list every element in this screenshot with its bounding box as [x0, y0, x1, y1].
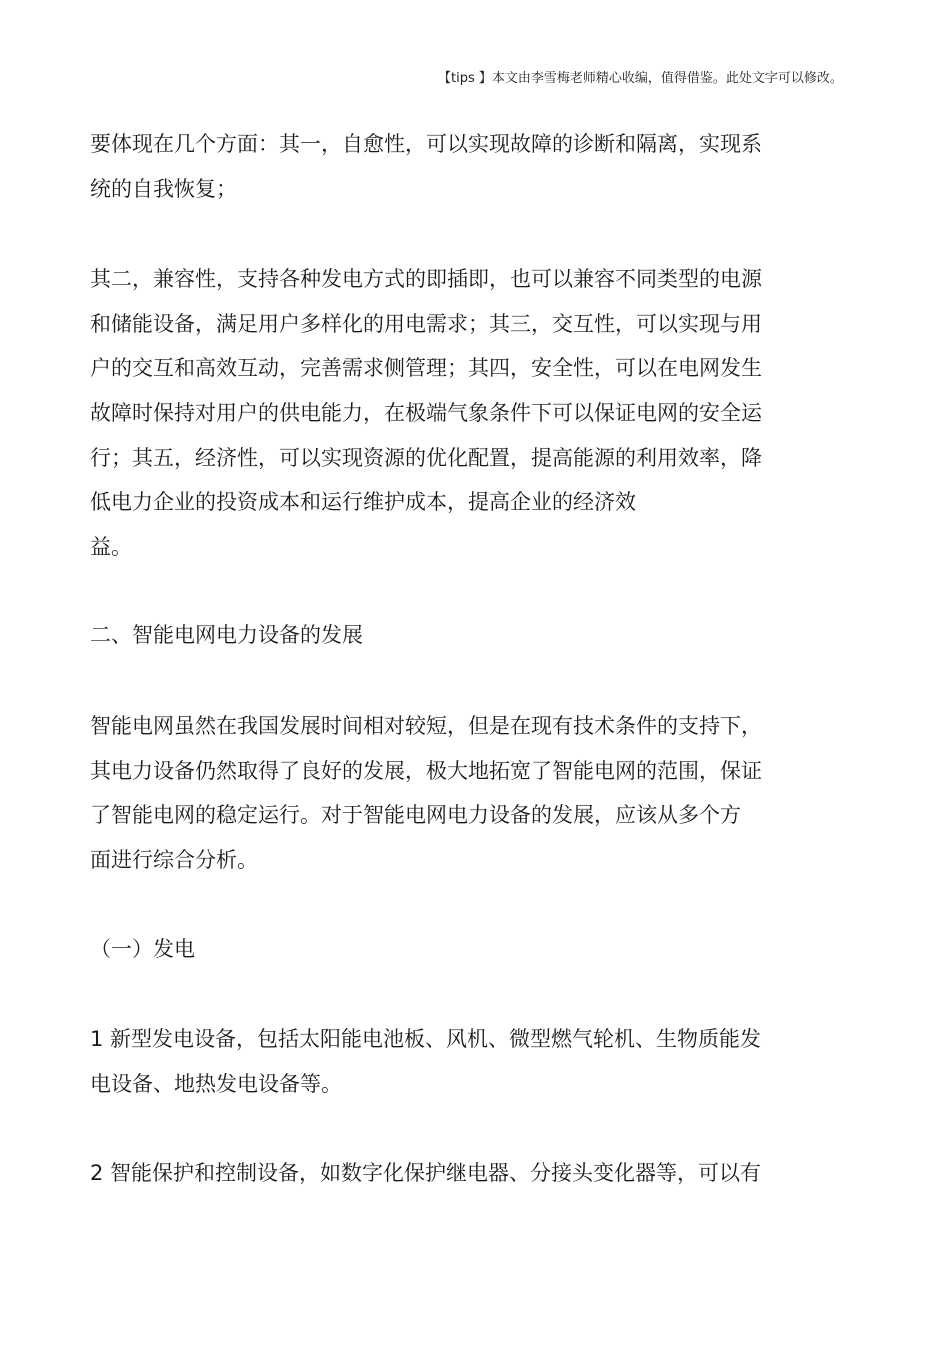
text-line: 面进行综合分析。: [90, 848, 258, 872]
text-line: 故障时保持对用户的供电能力，在极端气象条件下可以保证电网的安全运: [90, 401, 762, 425]
text-line: 和储能设备，满足用户多样化的用电需求；其三，交互性，可以实现与用: [90, 312, 762, 336]
text-line: 低电力企业的投资成本和运行维护成本，提高企业的经济效: [90, 490, 636, 514]
text-line: 电设备、地热发电设备等。: [90, 1072, 342, 1096]
text-line: 智能电网虽然在我国发展时间相对较短，但是在现有技术条件的支持下，: [90, 714, 762, 738]
text-line: 了智能电网的稳定运行。对于智能电网电力设备的发展，应该从多个方: [90, 803, 741, 827]
text-line: 其电力设备仍然取得了良好的发展，极大地拓宽了智能电网的范围，保证: [90, 759, 762, 783]
text-line: 1 新型发电设备，包括太阳能电池板、风机、微型燃气轮机、生物质能发: [90, 1027, 762, 1051]
text-line: 户的交互和高效互动，完善需求侧管理；其四，安全性，可以在电网发生: [90, 356, 762, 380]
subsection-heading: （一）发电: [90, 937, 195, 961]
text-line: 其二，兼容性，支持各种发电方式的即插即，也可以兼容不同类型的电源: [90, 267, 762, 291]
text-line: 要体现在几个方面：其一，自愈性，可以实现故障的诊断和隔离，实现系: [90, 132, 762, 156]
text-line: 2 智能保护和控制设备，如数字化保护继电器、分接头变化器等，可以有: [90, 1161, 762, 1185]
text-line: 益。: [90, 535, 132, 559]
text-line: 统的自我恢复；: [90, 177, 237, 201]
tips-header: 【tips 】本文由李雪梅老师精心收编，值得借鉴。此处文字可以修改。: [438, 71, 843, 86]
text-line: 行；其五，经济性，可以实现资源的优化配置，提高能源的利用效率，降: [90, 446, 762, 470]
section-heading: 二、智能电网电力设备的发展: [90, 623, 363, 647]
